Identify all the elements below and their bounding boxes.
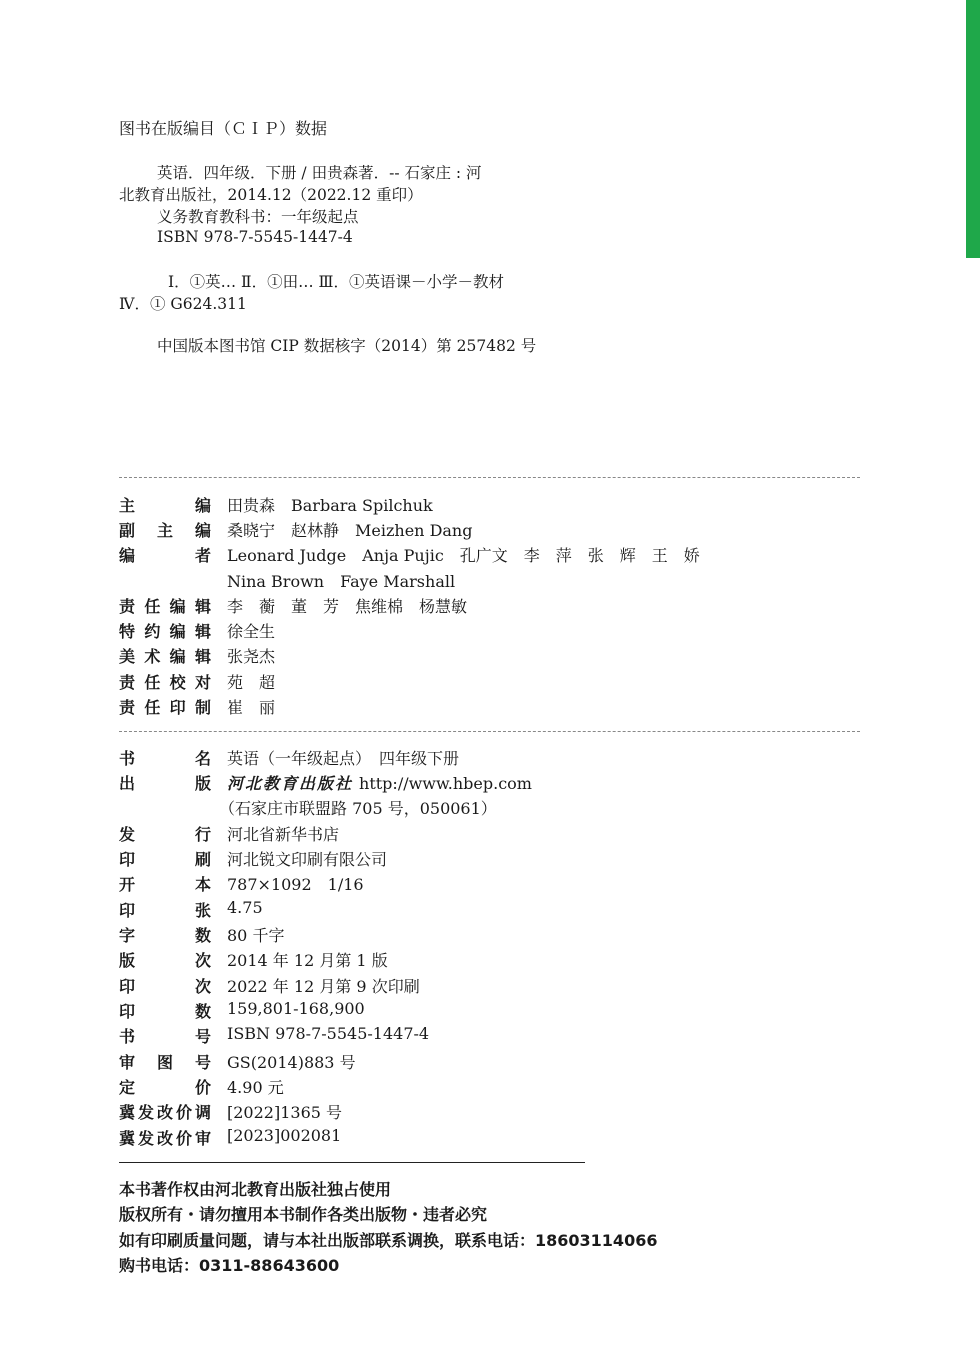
book-name-value: 英语（一年级起点） 四年级下册 — [227, 749, 460, 768]
divider-2 — [119, 731, 860, 732]
staff-label: 责 任 校 对 — [119, 673, 211, 692]
staff-value: 李 蘅 董 芳 焦维棉 杨慧敏 — [227, 597, 468, 616]
book-info-value: 河北锐文印刷有限公司 — [227, 850, 388, 869]
book-info-label: 发 行 — [119, 825, 211, 844]
book-info-value: 2022 年 12 月第 9 次印刷 — [227, 977, 420, 996]
staff-value: 张尧杰 — [227, 647, 276, 666]
cip-line-3: 义务教育教科书：一年级起点 — [157, 208, 359, 226]
purchase-phone: 购书电话：0311-88643600 — [119, 1256, 340, 1275]
staff-label: 副 主 编 — [119, 521, 211, 540]
book-info-label: 开 本 — [119, 875, 211, 894]
book-info-value: [2022]1365 号 — [227, 1103, 343, 1122]
book-info-label: 审 图 号 — [119, 1053, 211, 1072]
staff-value: 田贵森 Barbara Spilchuk — [227, 496, 433, 515]
footer-divider — [119, 1162, 585, 1163]
staff-label: 编 者 — [119, 546, 211, 565]
green-edge-bar — [966, 0, 980, 258]
copyright-notice: 本书著作权由河北教育出版社独占使用 — [119, 1180, 392, 1199]
cip-line-4: ISBN 978-7-5545-1447-4 — [157, 228, 353, 246]
book-info-label: 版 次 — [119, 951, 211, 970]
book-info-label: 冀 发 改 价 调 — [119, 1103, 211, 1122]
book-info-label: 印 张 — [119, 901, 211, 920]
cip-title: 图书在版编目（ＣＩＰ）数据 — [119, 119, 328, 138]
book-info-value: 787×1092 1/16 — [227, 875, 364, 894]
book-info-value: 2014 年 12 月第 1 版 — [227, 951, 388, 970]
staff-label: 美 术 编 辑 — [119, 647, 211, 666]
staff-label: 主 编 — [119, 496, 211, 515]
staff-label: 责 任 编 辑 — [119, 597, 211, 616]
book-info-value: GS(2014)883 号 — [227, 1053, 356, 1072]
book-info-label: 印 刷 — [119, 850, 211, 869]
staff-label: 责 任 印 制 — [119, 698, 211, 717]
publisher-url: http://www.hbep.com — [359, 774, 532, 793]
cip-line-7: 中国版本图书馆 CIP 数据核字（2014）第 257482 号 — [157, 337, 537, 355]
book-info-value: 河北省新华书店 — [227, 825, 340, 844]
publisher-address: （石家庄市联盟路 705 号，050061） — [219, 799, 497, 818]
staff-value: 桑晓宁 赵林静 Meizhen Dang — [227, 521, 473, 540]
staff-value: Nina Brown Faye Marshall — [227, 572, 456, 591]
rights-notice: 版权所有・请勿擅用本书制作各类出版物・违者必究 — [119, 1205, 488, 1224]
book-info-value: 4.75 — [227, 898, 263, 917]
staff-value: Leonard Judge Anja Pujic 孔广文 李 萍 张 辉 王 娇 — [227, 546, 700, 565]
cip-line-6: Ⅳ．① G624.311 — [119, 295, 247, 313]
book-info-value: 80 千字 — [227, 926, 285, 945]
book-info-value: ISBN 978-7-5545-1447-4 — [227, 1024, 430, 1043]
publisher-label: 出 版 — [119, 774, 211, 793]
publisher-value — [227, 771, 532, 794]
book-info-value: [2023]002081 — [227, 1126, 342, 1145]
book-info-value: 159,801-168,900 — [227, 999, 365, 1018]
divider-1 — [119, 477, 860, 478]
cip-line-1: 英语．四年级．下册 / 田贵森著．-- 石家庄 : 河 — [157, 164, 482, 182]
book-info-label: 冀 发 改 价 审 — [119, 1129, 211, 1148]
cip-line-5: Ⅰ．①英… Ⅱ．①田… Ⅲ．①英语课－小学－教材 — [168, 273, 504, 291]
staff-label: 特 约 编 辑 — [119, 622, 211, 641]
staff-value: 苑 超 — [227, 673, 276, 692]
book-info-label: 定 价 — [119, 1078, 211, 1097]
staff-value: 崔 丽 — [227, 698, 276, 717]
book-info-label: 书 号 — [119, 1027, 211, 1046]
cip-line-2: 北教育出版社，2014.12（2022.12 重印） — [119, 186, 423, 204]
book-info-label: 印 数 — [119, 1002, 211, 1021]
quality-contact: 如有印刷质量问题，请与本社出版部联系调换，联系电话：18603114066 — [119, 1231, 658, 1250]
book-info-label: 印 次 — [119, 977, 211, 996]
book-info-value: 4.90 元 — [227, 1078, 284, 1097]
publisher-logo: 河北教育出版社 — [227, 776, 354, 793]
book-name-label: 书 名 — [119, 749, 211, 768]
staff-value: 徐全生 — [227, 622, 276, 641]
book-info-label: 字 数 — [119, 926, 211, 945]
